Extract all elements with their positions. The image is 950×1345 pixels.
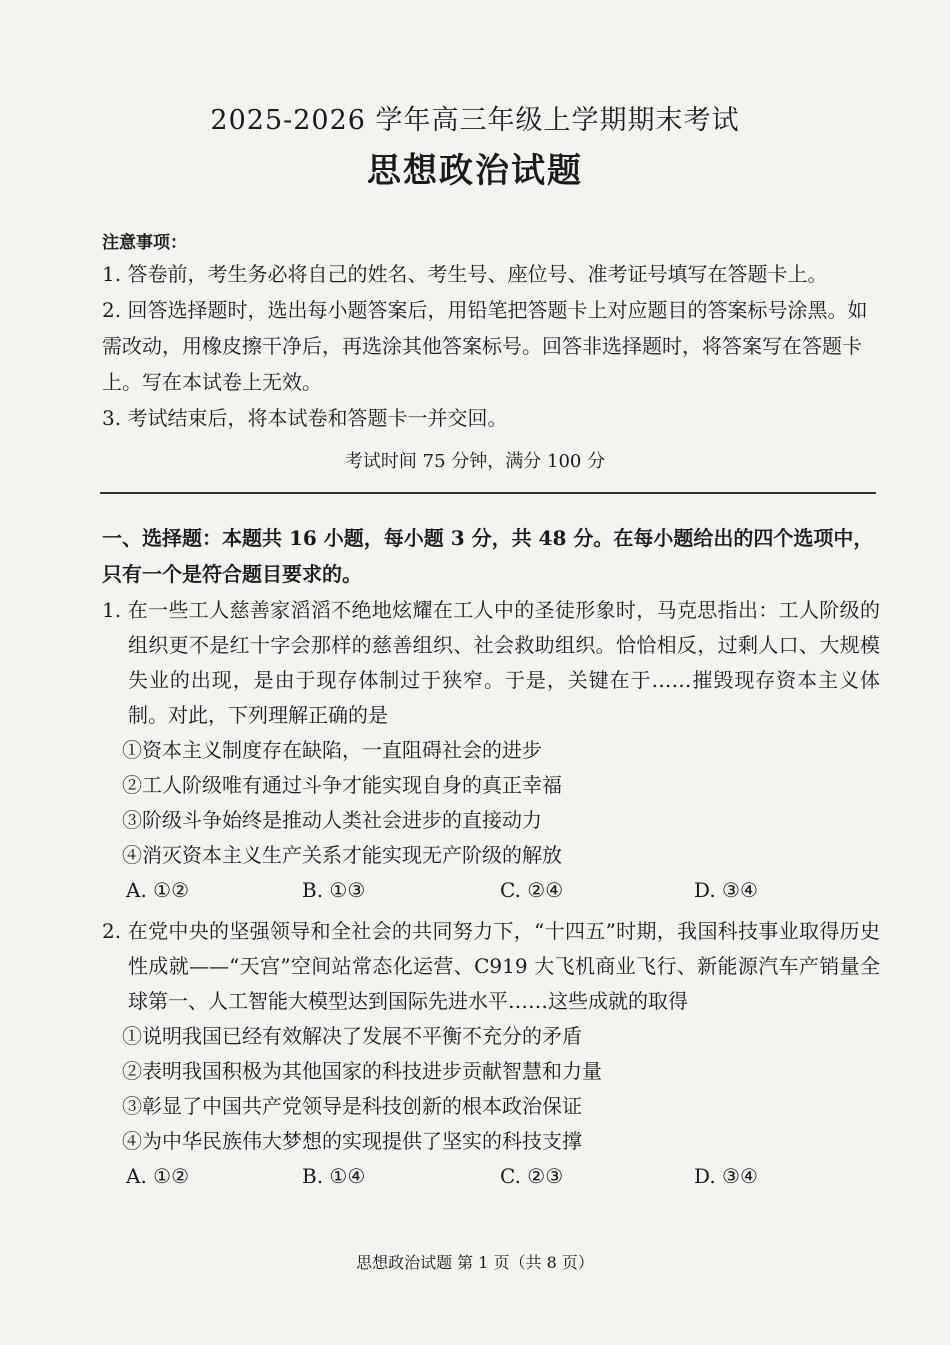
option-b: B. ①④ <box>302 1164 366 1188</box>
notice-item: 3. 考试结束后，将本试卷和答题卡一并交回。 <box>102 406 508 430</box>
statement: ③彰显了中国共产党领导是科技创新的根本政治保证 <box>122 1094 582 1118</box>
option-d: D. ③④ <box>694 1164 758 1188</box>
options-row <box>102 873 880 909</box>
notice-list <box>102 256 877 436</box>
notice-item: 2. 回答选择题时，选出每小题答案后，用铅笔把答题卡上对应题目的答案标号涂黑。如需改动，用橡皮擦干净后，再选涂其他答案标号。回答非选择题时，将答案写在答题卡上。写在本试卷上无效。 <box>102 298 868 394</box>
exam-time-info: 考试时间 75 分钟，满分 100 分 <box>344 451 606 472</box>
subject-title: 思想政治试题 <box>367 151 583 191</box>
question-stem: 1. 在一些工人慈善家滔滔不绝地炫耀在工人中的圣徒形象时，马克思指出：工人阶级的组织更不是红十字会那样的慈善组织、社会救助组织。恰恰相反，过剩人口、大规模失业的出现，是由于现存体制过于狭窄。于是，关键在于……摧毁现存资本主义体制。对此，下列理解正确的是 <box>102 598 880 727</box>
notice-item: 1. 答卷前，考生务必将自己的姓名、考生号、座位号、准考证号填写在答题卡上。 <box>102 262 828 286</box>
option-a: A. ①② <box>126 1164 190 1188</box>
option-a: A. ①② <box>126 878 190 902</box>
statement: ①资本主义制度存在缺陷，一直阻碍社会的进步 <box>122 738 542 762</box>
statement: ②工人阶级唯有通过斗争才能实现自身的真正幸福 <box>122 773 562 797</box>
option-d: D. ③④ <box>694 878 758 902</box>
option-c: C. ②④ <box>500 878 564 902</box>
statement: ①说明我国已经有效解决了发展不平衡不充分的矛盾 <box>122 1024 582 1048</box>
question-2 <box>102 914 880 1195</box>
notice-heading: 注意事项： <box>102 233 187 253</box>
exam-title: 2025-2026 学年高三年级上学期期末考试 <box>210 105 740 136</box>
question-stem: 2. 在党中央的坚强领导和全社会的共同努力下，“十四五”时期，我国科技事业取得历史性成就——“天宫”空间站常态化运营、C919 大飞机商业飞行、新能源汽车产销量全球第一、人工智能大模型达到国际先进水平……这些成就的取得 <box>102 919 880 1013</box>
section-heading: 一、选择题：本题共 16 小题，每小题 3 分，共 48 分。在每小题给出的四个选项中，只有一个是符合题目要求的。 <box>102 526 874 586</box>
statement: ④为中华民族伟大梦想的实现提供了坚实的科技支撑 <box>122 1129 582 1153</box>
options-row <box>102 1159 880 1195</box>
page-footer: 思想政治试题 第 1 页（共 8 页） <box>356 1253 594 1272</box>
option-b: B. ①③ <box>302 878 366 902</box>
divider-line <box>100 492 876 494</box>
option-c: C. ②③ <box>500 1164 564 1188</box>
statement: ②表明我国积极为其他国家的科技进步贡献智慧和力量 <box>122 1059 602 1083</box>
statement: ④消灭资本主义生产关系才能实现无产阶级的解放 <box>122 843 562 867</box>
question-1 <box>102 593 880 909</box>
statement: ③阶级斗争始终是推动人类社会进步的直接动力 <box>122 808 542 832</box>
